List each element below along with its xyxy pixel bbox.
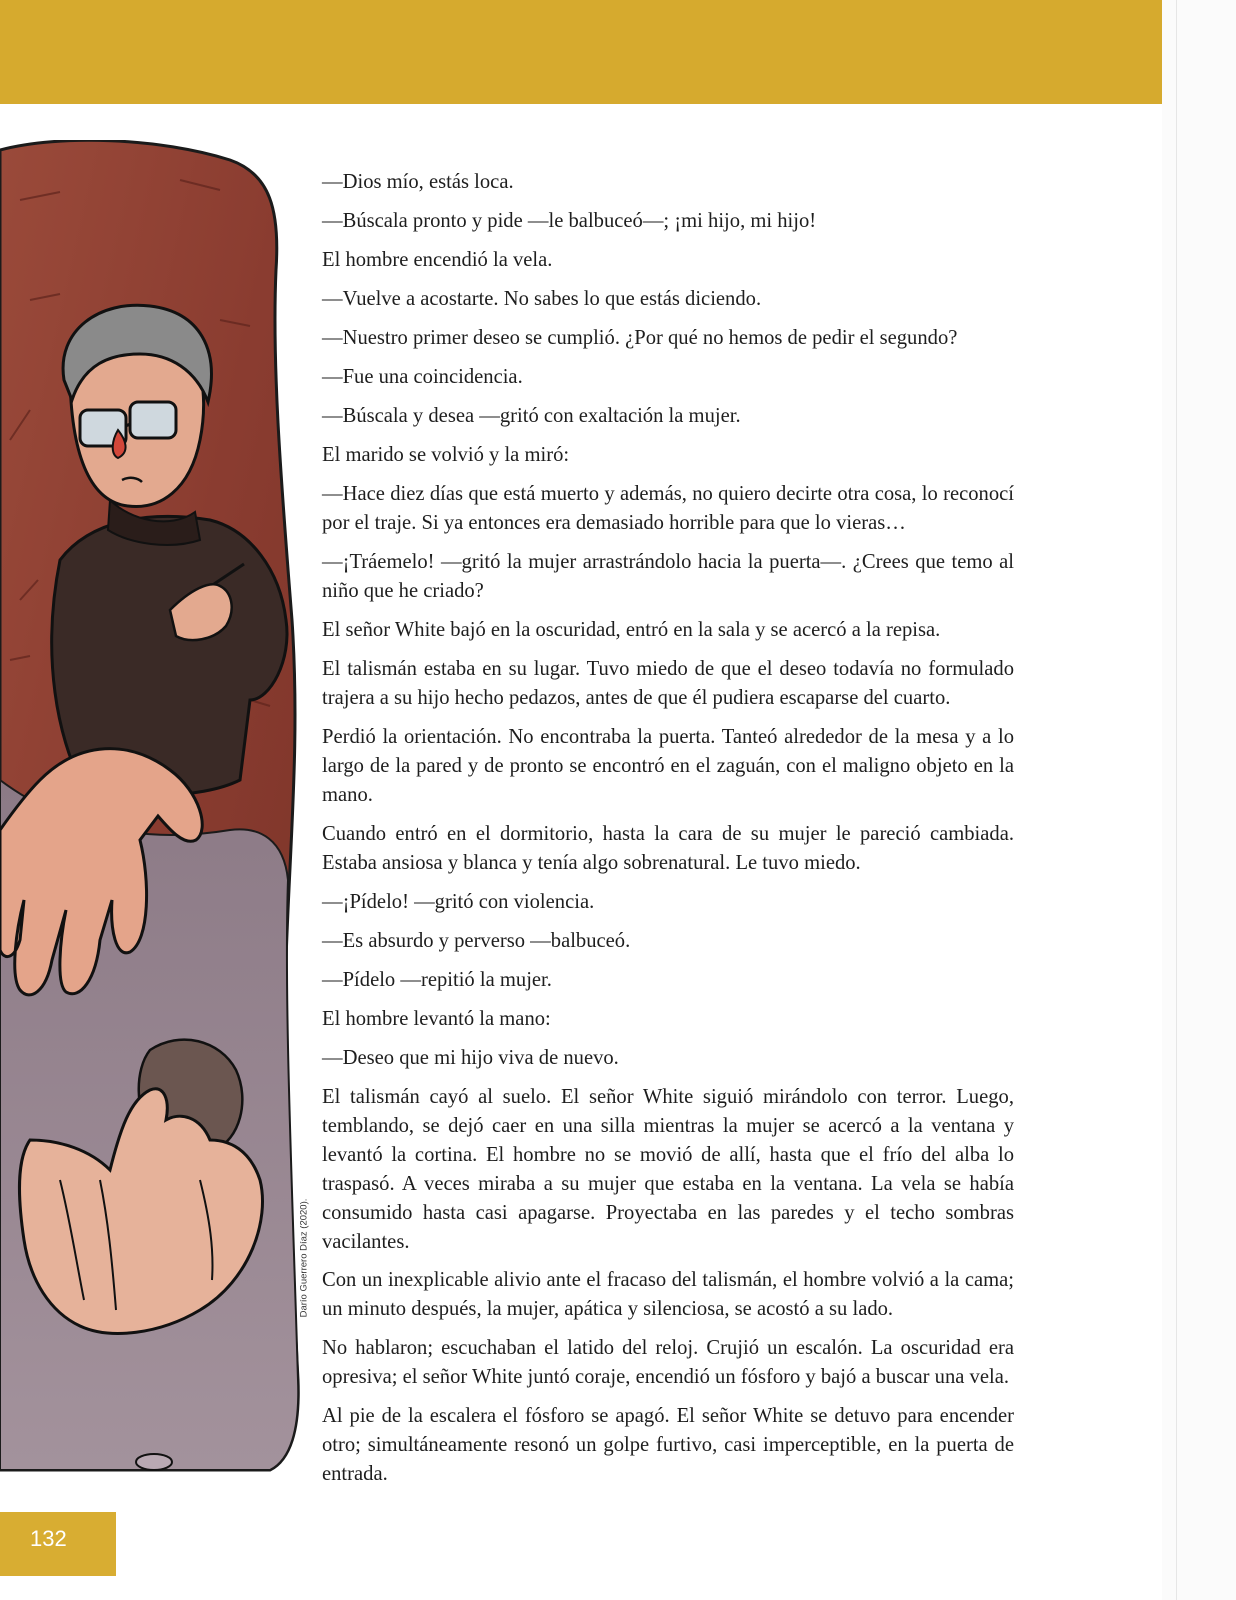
paragraph: —Búscala pronto y pide —le balbuceó—; ¡mi hijo, mi hijo! bbox=[322, 210, 817, 232]
paragraph: El marido se volvió y la miró: bbox=[322, 444, 570, 466]
paragraph: —Nuestro primer deseo se cumplió. ¿Por qué no hemos de pedir el segundo? bbox=[322, 327, 958, 349]
paragraph: Cuando entró en el dormitorio, hasta la cara de su mujer le pareció cambiada. Estaba ansiosa y blanca y tenía algo sobrenatural. Le tuvo miedo. bbox=[322, 823, 1014, 874]
paragraph: —¡Tráemelo! —gritó la mujer arrastrándolo hacia la puerta—. ¿Crees que temo al niño que he criado? bbox=[322, 551, 1014, 602]
paragraph: —Fue una coincidencia. bbox=[322, 366, 523, 388]
paragraph: —Pídelo —repitió la mujer. bbox=[322, 969, 552, 991]
paragraph: No hablaron; escuchaban el latido del reloj. Crujió un escalón. La oscuridad era opresiva; el señor White juntó coraje, encendió un fósforo y bajó a buscar una vela. bbox=[322, 1337, 1014, 1388]
story-illustration bbox=[0, 140, 310, 1510]
paragraph: El talismán cayó al suelo. El señor White siguió mirándolo con terror. Luego, temblando, se dejó caer en una silla mientras la mujer se acercó a la ventana y levantó la cortina. El hombre no se movió de allí, hasta que el frío del alba lo traspasó. A veces miraba a su mujer que estaba en la ventana. La vela se había consumido hasta casi apagarse. Proyectaba en las paredes y el techo sombras vacilantes. bbox=[322, 1086, 1014, 1253]
paragraph: —Es absurdo y perverso —balbuceó. bbox=[322, 930, 631, 952]
paragraph: Perdió la orientación. No encontraba la puerta. Tanteó alrededor de la mesa y a lo largo de la pared y de pronto se encontró en el zaguán, con el maligno objeto en la mano. bbox=[322, 726, 1014, 806]
paragraph: —Hace diez días que está muerto y además, no quiero decirte otra cosa, lo reconocí por el traje. Si ya entonces era demasiado horrible para que lo vieras… bbox=[322, 483, 1014, 534]
paragraph: —Vuelve a acostarte. No sabes lo que estás diciendo. bbox=[322, 288, 762, 310]
paragraph: —Dios mío, estás loca. bbox=[322, 171, 514, 193]
page-number: 132 bbox=[30, 1526, 67, 1551]
illustration-old-man-monkey-paw-icon bbox=[0, 140, 310, 1510]
page-number-box bbox=[0, 1512, 116, 1576]
paragraph: El talismán estaba en su lugar. Tuvo miedo de que el deseo todavía no formulado trajera a su hijo hecho pedazos, antes de que él pudiera escaparse del cuarto. bbox=[322, 658, 1014, 709]
paragraph: El hombre levantó la mano: bbox=[322, 1008, 551, 1030]
paragraph: —Deseo que mi hijo viva de nuevo. bbox=[322, 1047, 619, 1069]
image-credit: Darío Guerrero Díaz (2020). bbox=[298, 1198, 310, 1318]
paragraph: Al pie de la escalera el fósforo se apagó. El señor White se detuvo para encender otro; simultáneamente resonó un golpe furtivo, casi imperceptible, en la puerta de entrada. bbox=[322, 1405, 1014, 1485]
paragraph: —¡Pídelo! —gritó con violencia. bbox=[322, 891, 595, 913]
paragraph: El hombre encendió la vela. bbox=[322, 249, 553, 271]
story-text bbox=[322, 168, 1014, 1499]
paragraph: —Búscala y desea —gritó con exaltación la mujer. bbox=[322, 405, 741, 427]
page-edge bbox=[1162, 0, 1236, 1600]
paragraph: El señor White bajó en la oscuridad, entró en la sala y se acercó a la repisa. bbox=[322, 619, 941, 641]
top-color-band bbox=[0, 0, 1162, 104]
paragraph: Con un inexplicable alivio ante el fracaso del talismán, el hombre volvió a la cama; un minuto después, la mujer, apática y silenciosa, se acostó a su lado. bbox=[322, 1269, 1014, 1320]
